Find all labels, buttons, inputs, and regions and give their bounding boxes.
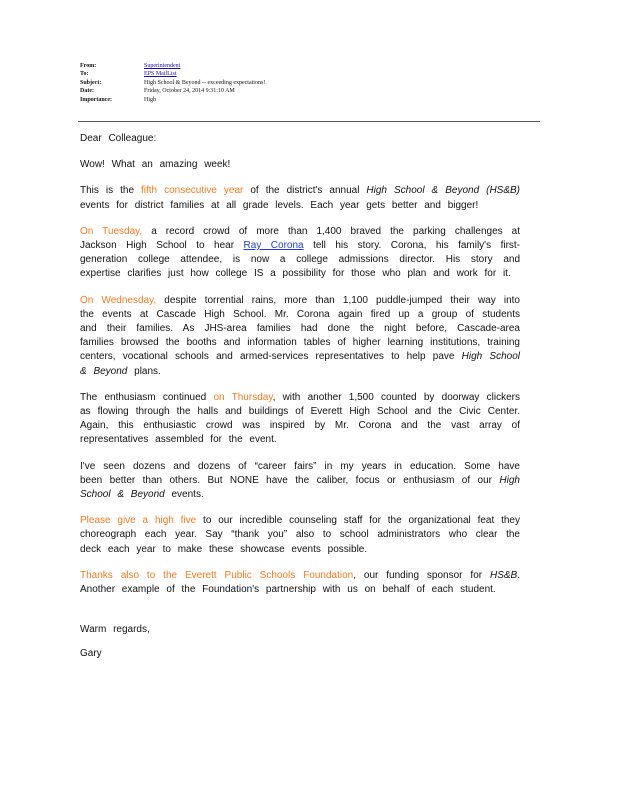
subject-label: Subject: xyxy=(80,79,102,86)
text: despite torrential rains, more than 1,100 puddle-jumped their way into the events at Cascade High School. Mr. Corona again fired up a group of students and their families. As JHS-area families had done the night before, Cascade-area families browsed the booths and information tables of higher learning institutions, training centers, vocational schools and armed-services representatives to help pave xyxy=(80,294,520,363)
importance-value: High xyxy=(144,96,156,103)
header-divider xyxy=(78,121,540,122)
text: to our incredible counseling staff for the organizational feat they choreograph each year. Say “thank you” also to school administrators who clear the deck each year to make these showcase events possible. xyxy=(80,515,520,555)
text: . Another example of the Foundation's partnership with us on behalf of each student. xyxy=(80,569,520,596)
text: , with another 1,500 counted by doorway clickers as flowing through the halls and buildings of Everett High School and the Civic Center. Again, this enthusiastic crowd was inspired by Mr. Corona and the vast array of representatives assembled for the event. xyxy=(80,391,521,446)
greeting: Dear Colleague: xyxy=(80,133,157,144)
paragraph-wednesday xyxy=(80,294,520,379)
closing: Warm regards, xyxy=(80,624,150,636)
text: a record crowd of more than 1,400 braved the parking challenges at Jackson High School to hear xyxy=(80,225,520,252)
paragraph-tuesday xyxy=(80,225,520,282)
paragraph-fifth-year xyxy=(80,184,520,212)
text: tell his story. Corona, his family's first-generation college attendee, is now a college admissions director. His story and expertise clarifies just how college IS a possibility for those who plan and work for it. xyxy=(80,240,521,280)
paragraph-career-fairs xyxy=(80,460,520,503)
text: of the district's annual xyxy=(243,185,367,197)
paragraph-foundation xyxy=(80,569,520,597)
highlight-text: On Wednesday, xyxy=(80,294,157,306)
event-abbrev: HS&B xyxy=(489,569,518,581)
subject-value: High School & Beyond -- exceeding expectations! xyxy=(144,79,266,86)
text: I've seen dozens and dozens of “career fairs” in my years in education. Some have been better than others. But NONE have the caliber, focus or enthusiasm of our xyxy=(80,460,520,486)
text: The enthusiasm continued xyxy=(80,391,214,403)
importance-label: Importance: xyxy=(80,96,112,103)
paragraph-thursday xyxy=(80,391,520,448)
paragraph-high-five xyxy=(80,514,520,557)
to-label: To: xyxy=(80,71,89,78)
text: This is the xyxy=(80,185,141,197)
highlight-text: On Tuesday, xyxy=(80,225,143,237)
text: plans. xyxy=(127,365,161,377)
from-value-link[interactable]: Superintendent xyxy=(144,63,181,69)
event-name: High School & Beyond xyxy=(80,474,520,501)
highlight-text: Thanks also to the Everett Public Schools Foundation xyxy=(80,569,354,581)
email-header xyxy=(80,62,265,104)
from-row xyxy=(80,62,265,70)
letter-body xyxy=(80,132,520,662)
to-row xyxy=(80,70,265,78)
highlight-text: on Thursday xyxy=(213,391,273,403)
event-name: High School & Beyond (HS&B) xyxy=(366,185,521,197)
text: events. xyxy=(164,489,204,501)
highlight-text: fifth consecutive year xyxy=(141,185,244,197)
importance-row xyxy=(80,96,265,104)
ray-corona-link[interactable]: Ray Corona xyxy=(243,240,304,252)
signature: Gary xyxy=(80,648,102,660)
event-name: High School & Beyond xyxy=(80,351,520,377)
intro-line: Wow! What an amazing week! xyxy=(80,159,231,171)
text: , our funding sponsor for xyxy=(353,569,490,581)
date-value: Friday, October 24, 2014 9:31:10 AM xyxy=(144,88,235,95)
to-value-link[interactable]: EPS MailList xyxy=(144,71,177,78)
date-row xyxy=(80,87,265,95)
from-label: From: xyxy=(80,63,97,69)
subject-row xyxy=(80,79,265,87)
date-label: Date: xyxy=(80,88,94,95)
text: events for district families at all grade levels. Each year gets better and bigger! xyxy=(80,199,479,211)
highlight-text: Please give a high five xyxy=(80,515,197,527)
